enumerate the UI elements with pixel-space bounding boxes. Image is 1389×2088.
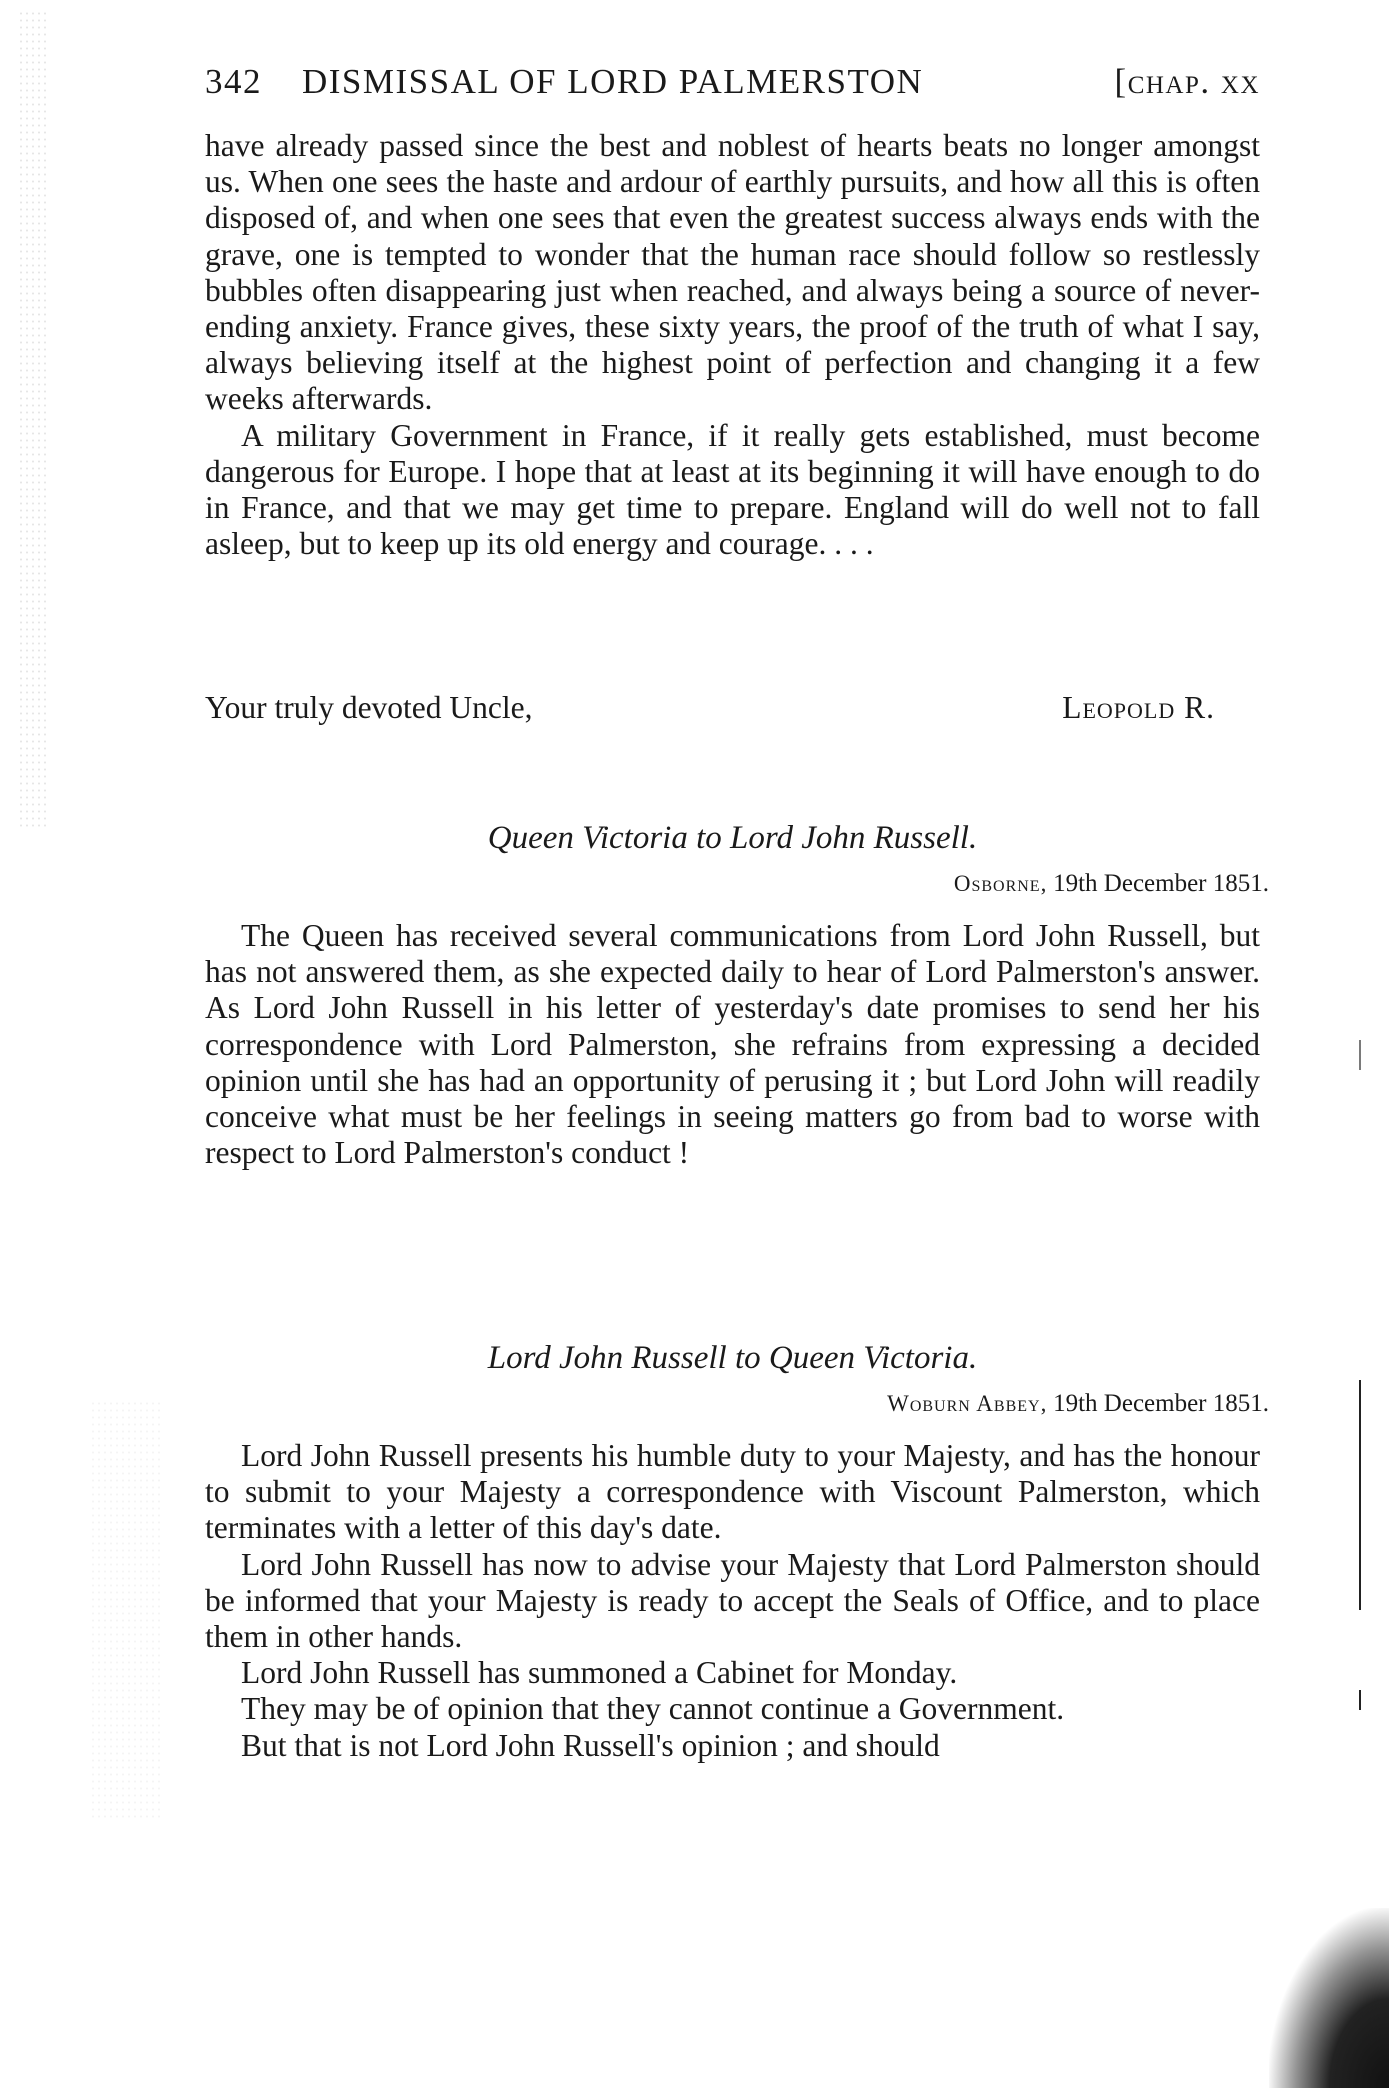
signature: Leopold R.: [1062, 690, 1215, 725]
scan-corner-shadow: [1269, 1908, 1389, 2088]
letter-leopold-signoff: [205, 690, 1260, 726]
scan-edge-mark: [1359, 1380, 1361, 1610]
letter-heading: Lord John Russell to Queen Victoria.: [487, 1340, 978, 1376]
paragraph: The Queen has received several communications from Lord John Russell, but has not answered them, as she expected daily to hear of Lord Palmerston's answer. As Lord John Russell in his letter of yesterday's date promises to send her his correspondence with Lord Palmerston, she refrains from expressing a decided opinion until she has had an opportunity of perusing it ; but Lord John will readily conceive what must be her feelings in seeing matters go from bad to worse with respect to Lord Palmerston's conduct !: [205, 918, 1260, 1171]
paragraph: A military Government in France, if it really gets established, must become dangerous for Europe. I hope that at least at its beginning it will have enough to do in France, and that we may get time to prepare. England will do well not to fall asleep, but to keep up its old energy and courage. . . .: [205, 417, 1260, 562]
running-title: DISMISSAL OF LORD PALMERSTON: [302, 62, 924, 101]
paragraph: have already passed since the best and noblest of hearts beats no longer amongst us. When one sees the haste and ardour of earthly pursuits, and how all this is often disposed of, and when one sees that even the greatest success always ends with the grave, one is tempted to wonder that the human race should follow so restlessly bubbles often disappearing just when reached, and always being a source of never-ending anxiety. France gives, these sixty years, the proof of the truth of what I say, always believing itself at the highest point of perfection and changing it a few weeks afterwards.: [205, 128, 1260, 417]
letter-leopold-body: [205, 128, 1260, 562]
scan-speckle-lower: [90, 1400, 160, 1820]
paragraph: Lord John Russell presents his humble duty to your Majesty, and has the honour to submit to your Majesty a correspondence with Viscount Palmerston, which terminates with a letter of this day's date.: [205, 1438, 1260, 1546]
dateline-date: 19th December 1851.: [1053, 1390, 1269, 1417]
scan-edge-mark: [1359, 1690, 1361, 1710]
letter-queen-body: [205, 918, 1260, 1171]
dateline: [887, 1390, 1269, 1418]
dateline-place: Osborne,: [953, 871, 1048, 896]
paragraph: But that is not Lord John Russell's opinion ; and should: [241, 1727, 940, 1763]
scan-edge-mark: [1359, 1040, 1361, 1070]
letter-russell-body: [205, 1438, 1260, 1764]
dateline: [954, 870, 1269, 898]
chapter-label: [chap. xx: [1114, 62, 1260, 101]
page-number: 342: [205, 62, 262, 101]
letter-heading: Queen Victoria to Lord John Russell.: [487, 820, 978, 856]
paragraph: Lord John Russell has now to advise your Majesty that Lord Palmerston should be informed that your Majesty is ready to accept the Seals of Office, and to place them in other hands.: [205, 1546, 1260, 1655]
dateline-place: Woburn Abbey,: [887, 1391, 1048, 1416]
paragraph: Lord John Russell has summoned a Cabinet for Monday.: [241, 1655, 958, 1691]
running-head: [205, 62, 1260, 102]
scan-gutter-speckle: [18, 10, 48, 830]
closing: Your truly devoted Uncle,: [205, 690, 533, 725]
dateline-date: 19th December 1851.: [1053, 870, 1269, 897]
paragraph: They may be of opinion that they cannot continue a Government.: [241, 1691, 1065, 1727]
